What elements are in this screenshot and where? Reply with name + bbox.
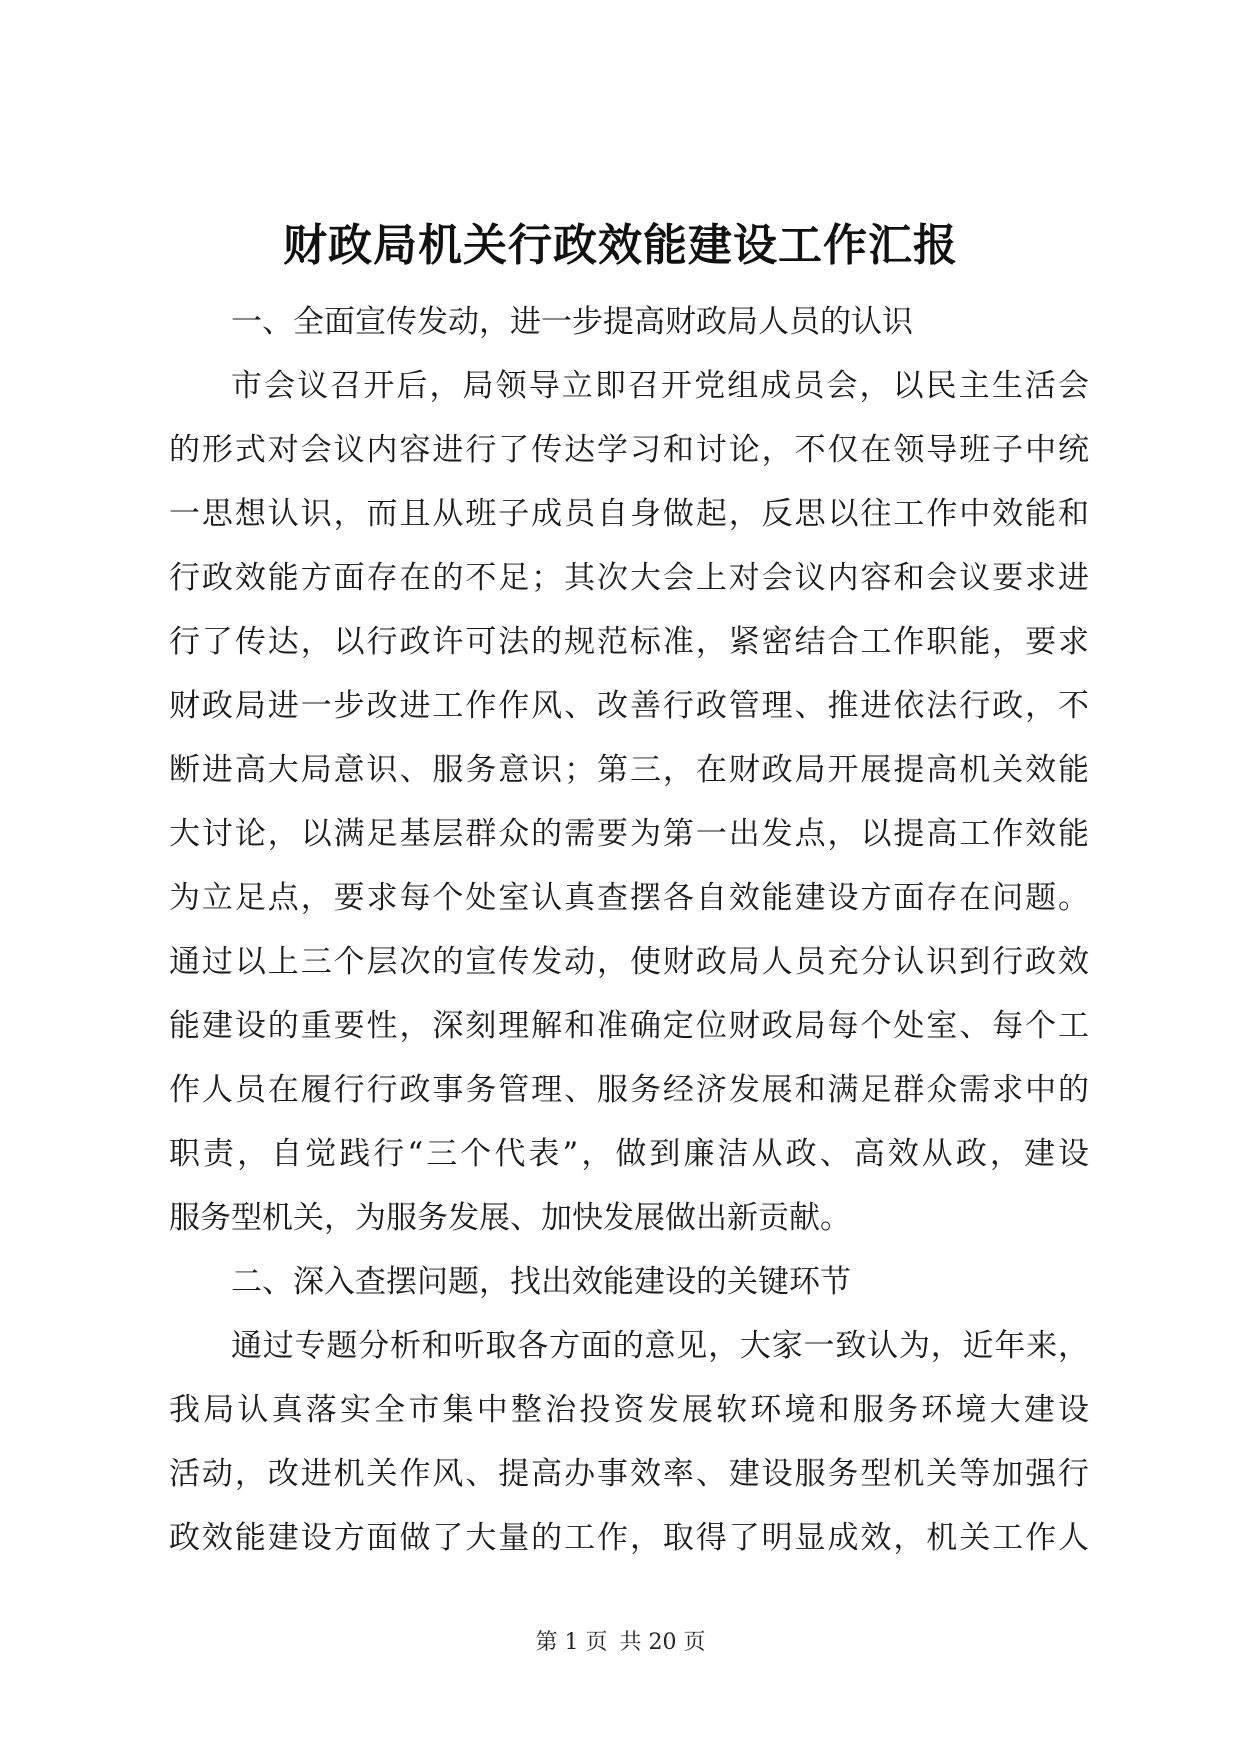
- text-line: 断进高大局意识、服务意识；第三，在财政局开展提高机关效能: [169, 752, 1089, 788]
- text-line: 行政效能方面存在的不足；其次大会上对会议内容和会议要求进: [169, 560, 1089, 596]
- text-line: 我局认真落实全市集中整治投资发展软环境和服务环境大建设: [169, 1392, 1089, 1428]
- text-line: 通过专题分析和听取各方面的意见，大家一致认为，近年来，: [231, 1328, 1089, 1364]
- text-line: 行了传达，以行政许可法的规范标准，紧密结合工作职能，要求: [169, 624, 1089, 660]
- text-line: 政效能建设方面做了大量的工作，取得了明显成效，机关工作人: [169, 1520, 1089, 1556]
- text-line: 能建设的重要性，深刻理解和准确定位财政局每个处室、每个工: [169, 1008, 1089, 1044]
- text-line: 二、深入查摆问题，找出效能建设的关键环节: [231, 1264, 851, 1300]
- text-line: 一、全面宣传发动，进一步提高财政局人员的认识: [231, 304, 913, 340]
- document-body: [169, 290, 1089, 1570]
- document-title: 财政局机关行政效能建设工作汇报: [283, 220, 958, 271]
- page-total: 共 20 页: [619, 1630, 706, 1655]
- page-footer: [0, 1628, 1241, 1658]
- text-line: 大讨论，以满足基层群众的需要为第一出发点，以提高工作效能: [169, 816, 1089, 852]
- text-line: 职责，自觉践行“三个代表”，做到廉洁从政、高效从政，建设: [169, 1136, 1089, 1172]
- text-line: 通过以上三个层次的宣传发动，使财政局人员充分认识到行政效: [169, 944, 1089, 980]
- page-number: 第 1 页: [535, 1630, 608, 1655]
- text-line: 一思想认识，而且从班子成员自身做起，反思以往工作中效能和: [169, 496, 1089, 532]
- text-line: 为立足点，要求每个处室认真查摆各自效能建设方面存在问题。: [169, 880, 1089, 916]
- text-line: 市会议召开后，局领导立即召开党组成员会，以民主生活会: [231, 368, 1089, 404]
- text-line: 活动，改进机关作风、提高办事效率、建设服务型机关等加强行: [169, 1456, 1089, 1492]
- text-line: 服务型机关，为服务发展、加快发展做出新贡献。: [169, 1200, 851, 1236]
- text-line: 财政局进一步改进工作作风、改善行政管理、推进依法行政，不: [169, 688, 1089, 724]
- text-line: 的形式对会议内容进行了传达学习和讨论，不仅在领导班子中统: [169, 432, 1089, 468]
- text-line: 作人员在履行行政事务管理、服务经济发展和满足群众需求中的: [169, 1072, 1089, 1108]
